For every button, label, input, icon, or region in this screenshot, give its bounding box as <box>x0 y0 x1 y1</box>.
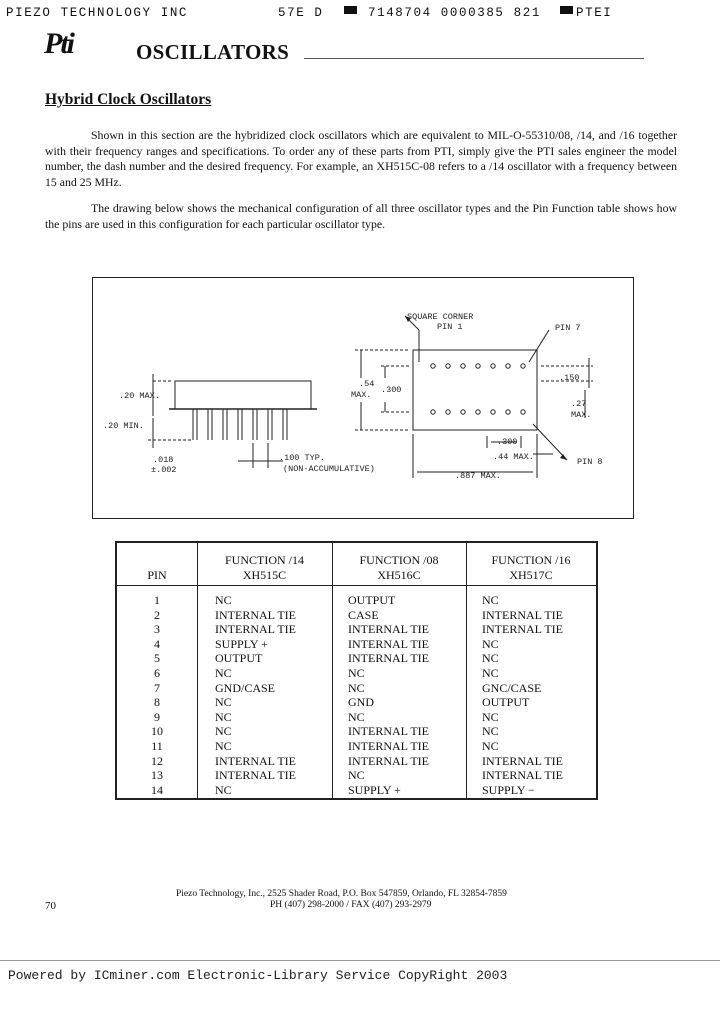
cell-function-14: NC <box>215 724 232 739</box>
drawing-paragraph: The drawing below shows the mechanical configuration of all three oscillator types and the Pin Function table shows how the pins are used in this configuration for each particular oscillator type. <box>45 201 677 231</box>
cell-function-14: INTERNAL TIE <box>215 607 296 622</box>
cell-function-16: SUPPLY − <box>482 782 535 797</box>
label-150: .150 <box>559 373 580 383</box>
cell-function-08: SUPPLY + <box>348 782 401 797</box>
cell-function-08: OUTPUT <box>348 593 396 607</box>
header-f08 <box>332 553 466 583</box>
powered-by-notice: Powered by ICminer.com Electronic-Library Service CopyRight 2003 <box>8 968 508 983</box>
cell-function-14: OUTPUT <box>215 651 263 666</box>
cell-function-16: NC <box>482 739 499 753</box>
cell-function-14: NC <box>215 593 232 607</box>
cell-pin: 13 <box>151 768 163 783</box>
cell-function-14: NC <box>215 695 232 710</box>
cell-function-16: NC <box>482 666 499 680</box>
cell-function-14: INTERNAL TIE <box>215 768 296 783</box>
cell-function-16: INTERNAL TIE <box>482 622 563 637</box>
label-lead-length: .20 MIN. <box>103 421 144 431</box>
side-view-body <box>175 381 311 409</box>
header-f16-line1: FUNCTION /16 <box>491 553 571 567</box>
title-rule <box>304 58 644 59</box>
cell-function-14: NC <box>215 709 232 724</box>
label-height: .20 MAX. <box>119 391 160 401</box>
doc-code: 57E D <box>278 6 324 20</box>
label-pitch-note: (NON-ACCUMULATIVE) <box>283 464 375 474</box>
page-number: 70 <box>45 900 56 912</box>
cell-function-14: NC <box>215 739 232 753</box>
header-f08-line2: XH516C <box>377 568 421 582</box>
cell-pin: 11 <box>151 739 163 753</box>
cell-function-08: NC <box>348 680 365 695</box>
cell-pin: 4 <box>154 636 160 651</box>
cell-pin: 9 <box>154 709 160 724</box>
drawing-svg <box>93 278 633 518</box>
doc-tag: PTEI <box>576 6 613 20</box>
intro-paragraph: Shown in this section are the hybridized clock oscillators which are equivalent to MIL-O-55310/08, /14, and /16 together with their frequency ranges and specifications. To order any of these parts from PTI, simply give the PTI sales engineer the model number, the dash number and the desired frequency. For example, an XH515C-08 refers to a /14 oscillator with a frequency between 15 and 25 MHz. <box>45 128 677 189</box>
footer-address: Piezo Technology, Inc., 2525 Shader Road, P.O. Box 547859, Orlando, FL 32854-7859 <box>176 889 507 899</box>
cell-function-16: NC <box>482 709 499 724</box>
cell-function-16: OUTPUT <box>482 695 530 710</box>
side-view-leads <box>193 409 287 440</box>
label-pin1: PIN 1 <box>437 322 463 332</box>
cell-function-08: INTERNAL TIE <box>348 739 429 753</box>
cell-function-16: INTERNAL TIE <box>482 753 563 768</box>
footer-phone: PH (407) 298-2000 / FAX (407) 293-2979 <box>270 900 432 910</box>
label-300b: .300 <box>497 437 518 447</box>
bottom-rule <box>0 960 720 961</box>
cell-function-08: INTERNAL TIE <box>348 724 429 739</box>
label-lead-tol: ±.002 <box>151 465 177 475</box>
header-pin: PIN <box>147 568 167 582</box>
cell-function-14: INTERNAL TIE <box>215 622 296 637</box>
cell-function-16: NC <box>482 651 499 666</box>
label-lead-dia: .018 <box>153 455 174 465</box>
cell-function-08: NC <box>348 666 365 680</box>
cell-function-16: NC <box>482 724 499 739</box>
cell-function-08: CASE <box>348 607 379 622</box>
header-f14-line1: FUNCTION /14 <box>224 553 304 567</box>
cell-function-14: NC <box>215 782 232 797</box>
pin-function-table <box>115 541 598 800</box>
cell-pin: 12 <box>151 753 163 768</box>
cell-function-08: INTERNAL TIE <box>348 651 429 666</box>
cell-function-16: NC <box>482 593 499 607</box>
label-44: .44 MAX. <box>493 452 534 462</box>
cell-pin: 7 <box>154 680 160 695</box>
cell-function-14: GND/CASE <box>215 680 276 695</box>
label-width-max: MAX. <box>351 390 372 400</box>
cell-function-08: INTERNAL TIE <box>348 636 429 651</box>
label-pitch: .100 TYP. <box>279 453 325 463</box>
cell-function-08: GND <box>348 695 374 710</box>
header-f08-line1: FUNCTION /08 <box>359 553 439 567</box>
company-name: PIEZO TECHNOLOGY INC <box>6 6 189 20</box>
article-heading: Hybrid Clock Oscillators <box>45 91 212 108</box>
cell-function-14: INTERNAL TIE <box>215 753 296 768</box>
doc-number: 7148704 0000385 821 <box>368 6 541 20</box>
cell-pin: 2 <box>154 607 160 622</box>
label-length: .887 MAX. <box>455 471 501 481</box>
cell-pin: 10 <box>151 724 163 739</box>
cell-function-14: SUPPLY + <box>215 636 268 651</box>
label-27: .27 <box>571 399 587 409</box>
header-f14-line2: XH515C <box>242 568 287 582</box>
cell-function-14: NC <box>215 666 232 680</box>
pti-logo: Pti <box>44 27 73 60</box>
cell-pin: 5 <box>154 651 160 666</box>
cell-function-08: INTERNAL TIE <box>348 753 429 768</box>
cell-function-16: GNC/CASE <box>482 680 542 695</box>
label-width: .54 <box>359 379 375 389</box>
cell-function-16: INTERNAL TIE <box>482 607 563 622</box>
cell-pin: 3 <box>154 622 160 637</box>
header-f14 <box>197 553 332 583</box>
cell-function-08: INTERNAL TIE <box>348 622 429 637</box>
cell-function-08: NC <box>348 768 365 783</box>
cell-function-16: INTERNAL TIE <box>482 768 563 783</box>
cell-function-16: NC <box>482 636 499 651</box>
top-view-pins <box>431 364 525 414</box>
label-pin8: PIN 8 <box>577 457 603 467</box>
header-f16 <box>466 553 596 583</box>
cell-function-08: NC <box>348 709 365 724</box>
section-title: OSCILLATORS <box>136 40 290 64</box>
cell-pin: 1 <box>154 593 160 607</box>
mechanical-drawing <box>92 277 634 519</box>
top-view-outline <box>413 350 537 430</box>
label-27-max: MAX. <box>571 410 592 420</box>
cell-pin: 14 <box>151 782 163 797</box>
label-pin7: PIN 7 <box>555 323 581 333</box>
header-f16-line2: XH517C <box>509 568 553 582</box>
cell-pin: 8 <box>154 695 160 710</box>
label-square-corner: SQUARE CORNER <box>407 312 474 322</box>
label-row-spacing: .300 <box>381 385 402 395</box>
cell-pin: 6 <box>154 666 160 680</box>
